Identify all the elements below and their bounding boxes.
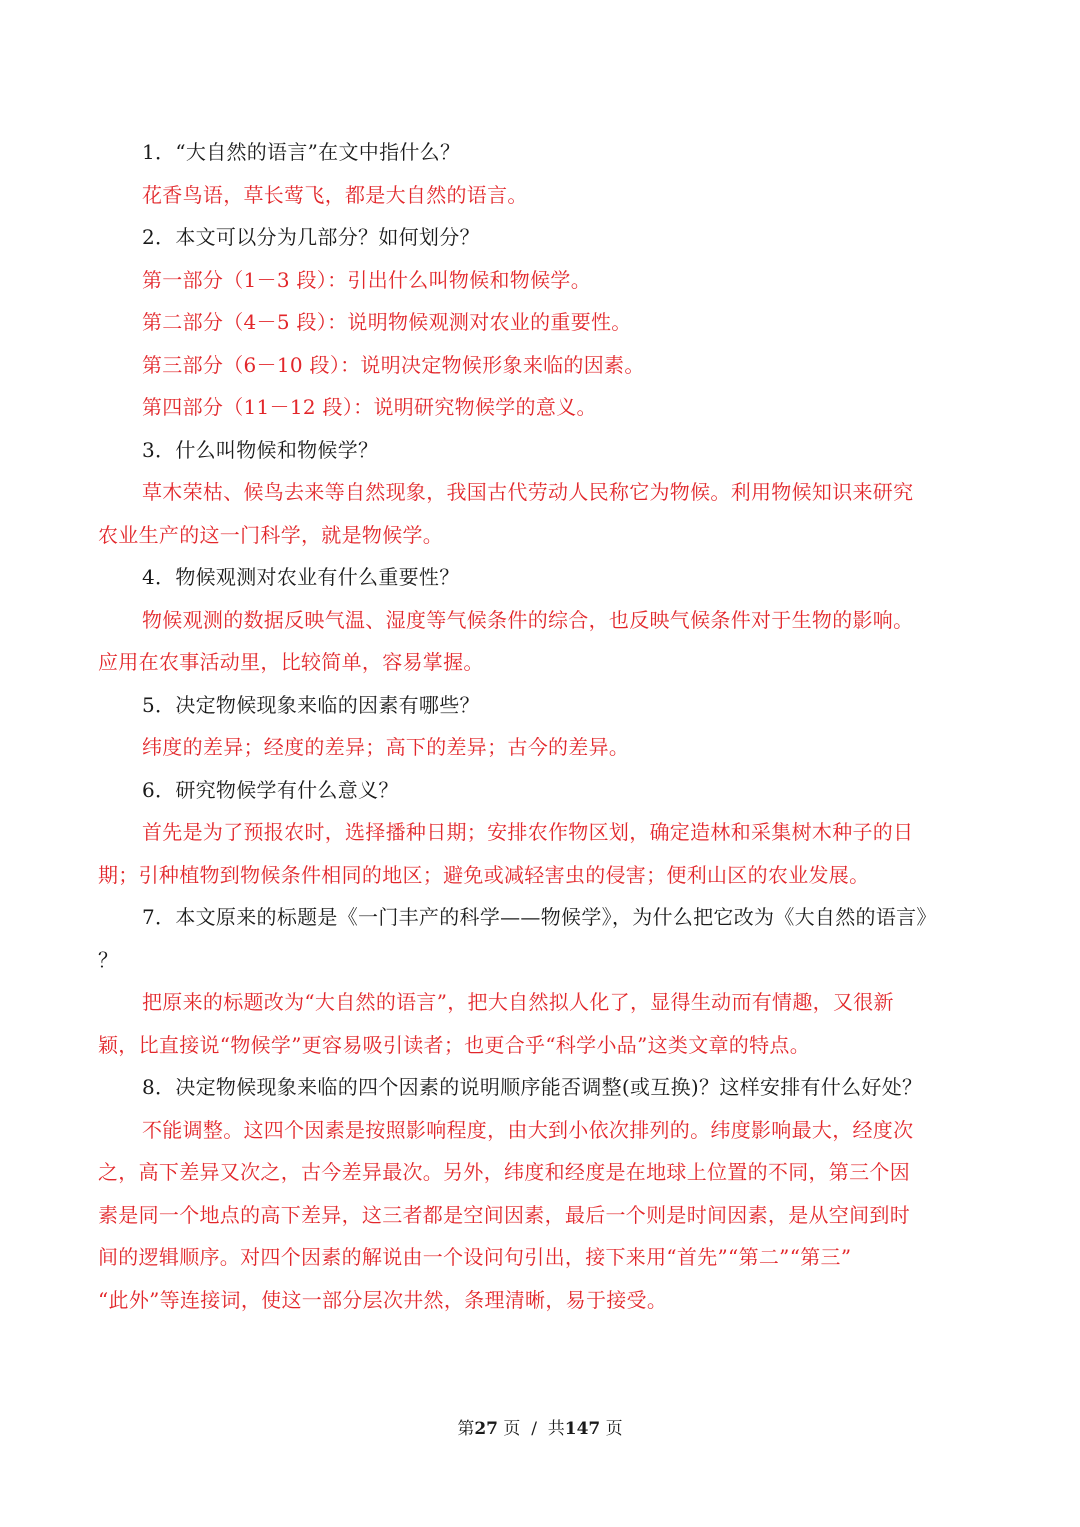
answer-line: 第四部分（11－12 段）：说明研究物候学的意义。 <box>142 395 597 419</box>
question-line: 5．决定物候现象来临的因素有哪些？ <box>142 692 480 717</box>
question-line: 4．物候观测对农业有什么重要性？ <box>142 565 460 589</box>
question-continuation-line: ？ <box>98 947 119 972</box>
question-line: 6．研究物候学有什么意义？ <box>142 777 399 802</box>
answer-line: 把原来的标题改为“大自然的语言”，把大自然拟人化了，显得生动而有情趣，又很新 <box>142 990 894 1014</box>
answer-line: 不能调整。这四个因素是按照影响程度，由大到小依次排列的。纬度影响最大，经度次 <box>142 1117 914 1142</box>
answer-line: 物候观测的数据反映气温、湿度等气候条件的综合，也反映气候条件对于生物的影响。 <box>142 607 914 632</box>
question-line: 2．本文可以分为几部分？如何划分？ <box>142 225 480 249</box>
answer-line: “此外”等连接词，使这一部分层次井然，条理清晰，易于接受。 <box>98 1287 668 1312</box>
answer-line: 农业生产的这一门科学，就是物候学。 <box>98 522 444 547</box>
answer-line: 第三部分（6－10 段）：说明决定物候形象来临的因素。 <box>142 352 645 377</box>
answer-line: 间的逻辑顺序。对四个因素的解说由一个设问句引出，接下来用“首先”“第二”“第三” <box>98 1245 852 1269</box>
question-line: 1．“大自然的语言”在文中指什么？ <box>142 140 461 164</box>
answer-line: 期；引种植物到物候条件相同的地区；避免或减轻害虫的侵害；便利山区的农业发展。 <box>98 862 870 887</box>
answer-line: 之，高下差异又次之，古今差异最次。另外，纬度和经度是在地球上位置的不同，第三个因 <box>98 1160 910 1184</box>
answer-line: 首先是为了预报农时，选择播种日期；安排农作物区划，确定造林和采集树木种子的日 <box>142 820 914 844</box>
total-pages-number: 147 <box>564 1419 601 1439</box>
qa-content <box>98 131 978 1321</box>
question-line: 7．本文原来的标题是《一门丰产的科学——物候学》，为什么把它改为《大自然的语言》 <box>142 905 937 929</box>
answer-line: 第二部分（4－5 段）：说明物候观测对农业的重要性。 <box>142 310 632 334</box>
footer-suffix: 页 <box>600 1419 623 1439</box>
question-line: 3．什么叫物候和物候学？ <box>142 437 379 462</box>
answer-line: 颖，比直接说“物候学”更容易吸引读者；也更合乎“科学小品”这类文章的特点。 <box>98 1032 810 1057</box>
answer-line: 花香鸟语，草长莺飞，都是大自然的语言。 <box>142 182 528 207</box>
answer-line: 素是同一个地点的高下差异，这三者都是空间因素，最后一个则是时间因素，是从空间到时 <box>98 1202 910 1227</box>
page-footer <box>0 1414 1080 1439</box>
footer-middle: 页 / 共 <box>498 1419 565 1439</box>
answer-line: 草木荣枯、候鸟去来等自然现象，我国古代劳动人民称它为物候。利用物候知识来研究 <box>142 480 914 504</box>
answer-line: 应用在农事活动里，比较简单，容易掌握。 <box>98 650 484 674</box>
current-page-number: 27 <box>474 1419 498 1439</box>
answer-line: 第一部分（1－3 段）：引出什么叫物候和物候学。 <box>142 267 592 292</box>
answer-line: 纬度的差异；经度的差异；高下的差异；古今的差异。 <box>142 735 630 759</box>
question-line: 8．决定物候现象来临的四个因素的说明顺序能否调整(或互换)？这样安排有什么好处？ <box>142 1075 923 1099</box>
footer-prefix: 第 <box>457 1419 475 1439</box>
